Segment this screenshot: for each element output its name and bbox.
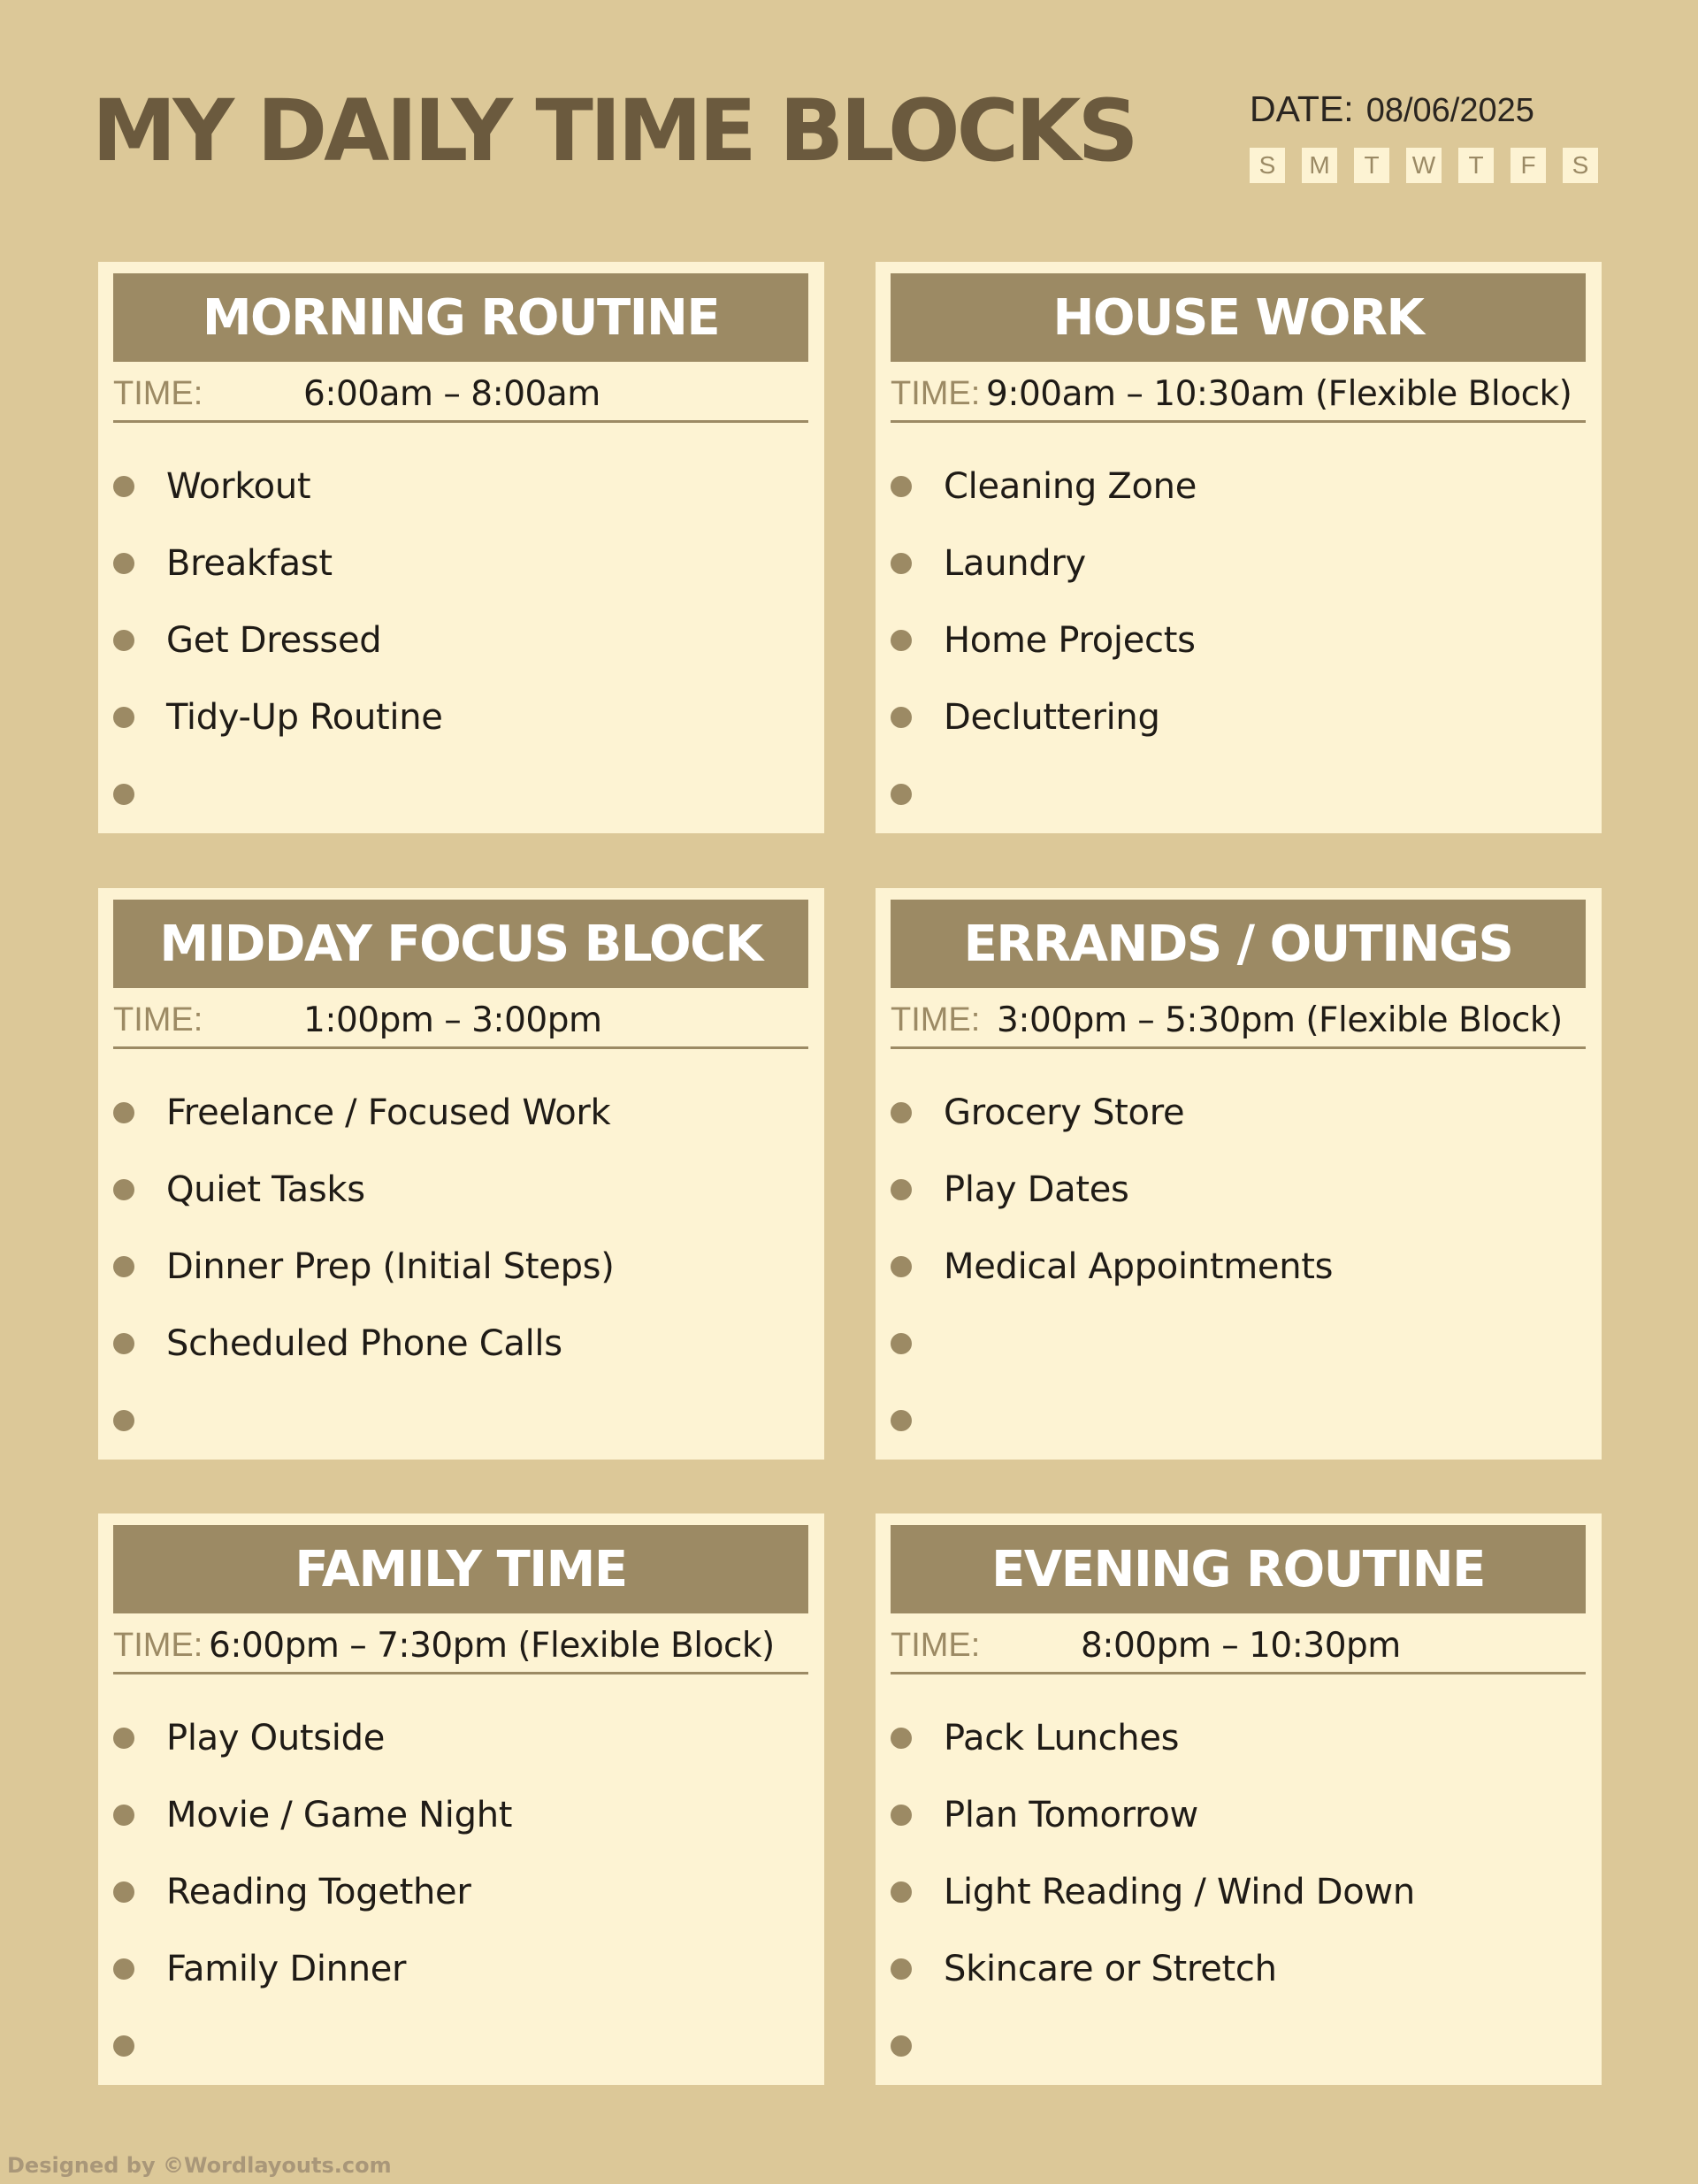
task-list: [113, 1074, 808, 1459]
list-item: [113, 1776, 808, 1853]
list-item: [891, 1699, 1586, 1776]
task-text: Cleaning Zone: [944, 465, 1197, 507]
list-item: [113, 448, 808, 525]
bullet-icon: [891, 476, 912, 497]
list-item: [113, 1382, 808, 1459]
list-item: [113, 1151, 808, 1228]
task-text: Play Dates: [944, 1169, 1129, 1210]
task-text: Pack Lunches: [944, 1717, 1180, 1759]
bullet-icon: [113, 1410, 134, 1431]
block-errands-outings: [876, 888, 1602, 1460]
bullet-icon: [891, 1728, 912, 1749]
bullet-icon: [113, 1333, 134, 1354]
list-item: [113, 678, 808, 755]
block-house-work: [876, 262, 1602, 833]
bullet-icon: [891, 553, 912, 574]
list-item: [891, 2007, 1586, 2084]
time-label: TIME:: [113, 1001, 203, 1038]
block-title: FAMILY TIME: [113, 1525, 808, 1613]
bullet-icon: [891, 707, 912, 728]
bullet-icon: [891, 1410, 912, 1431]
weekday-saturday[interactable]: S: [1563, 148, 1598, 183]
date-label: DATE:: [1250, 88, 1354, 129]
list-item: [113, 755, 808, 832]
task-text: Get Dressed: [166, 619, 382, 661]
bullet-icon: [113, 476, 134, 497]
list-item: [891, 1305, 1586, 1382]
bullet-icon: [891, 784, 912, 805]
task-text: Grocery Store: [944, 1092, 1185, 1133]
time-label: TIME:: [113, 375, 203, 412]
bullet-icon: [113, 1805, 134, 1826]
task-text: Skincare or Stretch: [944, 1948, 1277, 1989]
bullet-icon: [113, 1958, 134, 1980]
task-text: Quiet Tasks: [166, 1169, 365, 1210]
bullet-icon: [113, 1728, 134, 1749]
bullet-icon: [891, 630, 912, 651]
task-text: Workout: [166, 465, 311, 507]
time-value: 6:00am – 8:00am: [303, 374, 600, 414]
block-title: HOUSE WORK: [891, 273, 1586, 362]
task-text: Medical Appointments: [944, 1245, 1334, 1287]
task-text: Dinner Prep (Initial Steps): [166, 1245, 615, 1287]
task-text: Plan Tomorrow: [944, 1794, 1198, 1835]
block-title: MIDDAY FOCUS BLOCK: [113, 900, 808, 988]
task-text: Decluttering: [944, 696, 1160, 738]
task-text: Family Dinner: [166, 1948, 407, 1989]
time-row: [891, 994, 1586, 1049]
block-title: EVENING ROUTINE: [891, 1525, 1586, 1613]
time-label: TIME:: [891, 375, 981, 412]
weekday-friday[interactable]: F: [1511, 148, 1546, 183]
bullet-icon: [891, 1333, 912, 1354]
bullet-icon: [891, 1179, 912, 1200]
time-value: 8:00pm – 10:30pm: [1081, 1626, 1401, 1666]
task-text: Reading Together: [166, 1871, 471, 1912]
date-value: 08/06/2025: [1365, 92, 1534, 129]
bullet-icon: [891, 1102, 912, 1123]
list-item: [891, 1228, 1586, 1305]
weekday-selector: [1250, 148, 1603, 183]
bullet-icon: [891, 1256, 912, 1277]
time-value: 9:00am – 10:30am (Flexible Block): [986, 374, 1572, 414]
list-item: [891, 1930, 1586, 2007]
list-item: [891, 1776, 1586, 1853]
list-item: [891, 755, 1586, 832]
task-text: Laundry: [944, 542, 1086, 584]
bullet-icon: [113, 1102, 134, 1123]
block-morning-routine: [98, 262, 824, 833]
time-label: TIME:: [891, 1627, 981, 1664]
bullet-icon: [891, 1805, 912, 1826]
bullet-icon: [891, 2035, 912, 2057]
list-item: [891, 1074, 1586, 1151]
time-row: [891, 1620, 1586, 1674]
list-item: [891, 678, 1586, 755]
list-item: [113, 602, 808, 678]
task-list: [891, 448, 1586, 832]
bullet-icon: [113, 1256, 134, 1277]
task-list: [113, 448, 808, 832]
time-row: [113, 994, 808, 1049]
list-item: [891, 1382, 1586, 1459]
block-title: ERRANDS / OUTINGS: [891, 900, 1586, 988]
task-text: Tidy-Up Routine: [166, 696, 443, 738]
list-item: [113, 1305, 808, 1382]
task-text: Movie / Game Night: [166, 1794, 513, 1835]
time-label: TIME:: [113, 1627, 203, 1664]
task-text: Home Projects: [944, 619, 1196, 661]
time-value: 1:00pm – 3:00pm: [303, 1000, 602, 1040]
time-value: 6:00pm – 7:30pm (Flexible Block): [209, 1626, 775, 1666]
list-item: [113, 1853, 808, 1930]
time-row: [891, 368, 1586, 423]
list-item: [891, 1151, 1586, 1228]
page-title: MY DAILY TIME BLOCKS: [92, 81, 1136, 180]
list-item: [891, 448, 1586, 525]
bullet-icon: [891, 1958, 912, 1980]
bullet-icon: [113, 1179, 134, 1200]
block-family-time: [98, 1513, 824, 2085]
footer-credit: Designed by ©Wordlayouts.com: [7, 2153, 392, 2178]
bullet-icon: [891, 1881, 912, 1903]
task-list: [113, 1699, 808, 2084]
list-item: [891, 602, 1586, 678]
time-label: TIME:: [891, 1001, 981, 1038]
list-item: [891, 1853, 1586, 1930]
time-row: [113, 1620, 808, 1674]
weekday-sunday[interactable]: S: [1250, 148, 1285, 183]
task-list: [891, 1699, 1586, 2084]
task-text: Scheduled Phone Calls: [166, 1322, 562, 1364]
bullet-icon: [113, 707, 134, 728]
block-title: MORNING ROUTINE: [113, 273, 808, 362]
weekday-tuesday[interactable]: T: [1354, 148, 1389, 183]
bullet-icon: [113, 553, 134, 574]
block-evening-routine: [876, 1513, 1602, 2085]
list-item: [113, 1228, 808, 1305]
bullet-icon: [113, 630, 134, 651]
list-item: [891, 525, 1586, 602]
task-text: Breakfast: [166, 542, 333, 584]
list-item: [113, 525, 808, 602]
weekday-wednesday[interactable]: W: [1406, 148, 1442, 183]
date-block: [1250, 88, 1603, 183]
weekday-thursday[interactable]: T: [1458, 148, 1494, 183]
time-value: 3:00pm – 5:30pm (Flexible Block): [997, 1000, 1563, 1040]
list-item: [113, 1930, 808, 2007]
task-text: Freelance / Focused Work: [166, 1092, 611, 1133]
task-text: Play Outside: [166, 1717, 386, 1759]
task-list: [891, 1074, 1586, 1459]
list-item: [113, 1699, 808, 1776]
bullet-icon: [113, 784, 134, 805]
block-midday-focus: [98, 888, 824, 1460]
time-row: [113, 368, 808, 423]
bullet-icon: [113, 1881, 134, 1903]
task-text: Light Reading / Wind Down: [944, 1871, 1415, 1912]
weekday-monday[interactable]: M: [1302, 148, 1337, 183]
bullet-icon: [113, 2035, 134, 2057]
list-item: [113, 2007, 808, 2084]
list-item: [113, 1074, 808, 1151]
